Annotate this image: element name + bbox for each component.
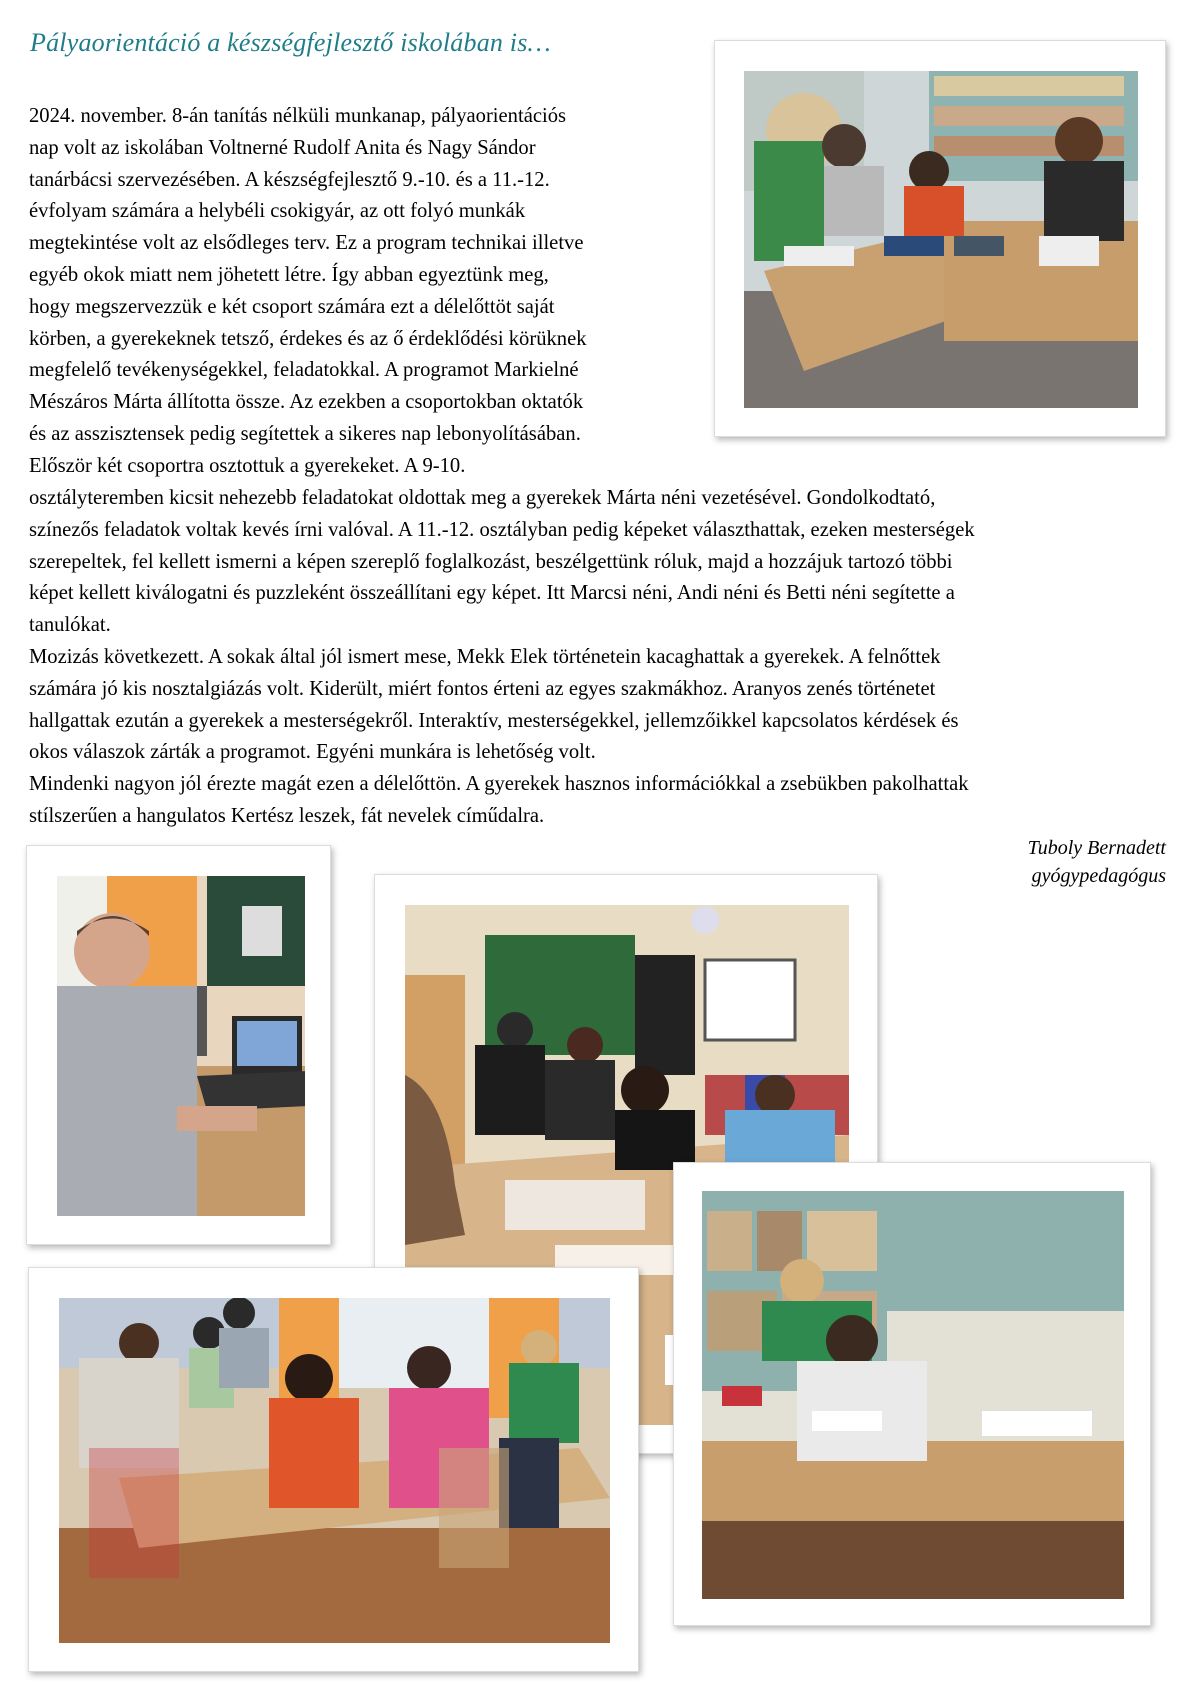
photo-frame-laptop bbox=[26, 845, 331, 1245]
body-line: tanulókat. bbox=[29, 614, 111, 637]
body-line: okos válaszok zárták a programot. Egyéni munkára is lehetőség volt. bbox=[29, 741, 596, 764]
body-line: szerepeltek, fel kellett ismerni a képen szereplő foglalkozást, beszélgettünk róluk, majd a hozzájuk tartozó többi bbox=[29, 550, 953, 573]
intro-line: hogy megszervezzük e két csoport számára ezt a délelőttöt saját bbox=[29, 295, 555, 318]
body-line: számára jó kis nosztalgiázás volt. Kiderült, miért fontos érteni az egyes szakmákhoz. Aranyos zenés történetet bbox=[29, 677, 936, 700]
body-line: hallgattak ezután a gyerekek a mesterségekről. Interaktív, mesterségekkel, jellemzőikkel kapcsolatos kérdések és bbox=[29, 709, 959, 732]
intro-line: egyéb okok miatt nem jöhetett létre. Így abban egyeztünk meg, bbox=[29, 263, 549, 286]
body-line: Mindenki nagyon jól érezte magát ezen a délelőttön. A gyerekek hasznos információkkal a zsebükben pakolhattak bbox=[29, 773, 969, 796]
signature-role: gyógypedagógus bbox=[1031, 865, 1166, 887]
intro-line: tanárbácsi szervezésében. A készségfejlesztő 9.-10. és a 11.-12. bbox=[29, 168, 550, 191]
intro-line: körben, a gyerekeknek tetsző, érdekes és az ő érdeklődési körüknek bbox=[29, 327, 587, 350]
intro-line: nap volt az iskolában Voltnerné Rudolf Anita és Nagy Sándor bbox=[29, 136, 536, 159]
article-intro bbox=[29, 101, 689, 483]
intro-line: évfolyam számára a helybéli csokigyár, az ott folyó munkák bbox=[29, 200, 526, 223]
article-title: Pályaorientáció a készségfejlesztő iskolában is… bbox=[30, 28, 551, 57]
photo-frame-writing bbox=[673, 1162, 1151, 1626]
intro-line: Először két csoportra osztottuk a gyerekeket. A 9-10. bbox=[29, 454, 466, 477]
intro-line: megfelelő tevékenységekkel, feladatokkal. A programot Markielné bbox=[29, 359, 579, 382]
intro-line: megtekintése volt az elsődleges terv. Ez a program technikai illetve bbox=[29, 232, 584, 255]
signature-name: Tuboly Bernadett bbox=[1027, 837, 1166, 859]
photo-frame-puzzle-table bbox=[714, 40, 1166, 437]
body-line: színezős feladatok voltak kevés írni valóval. A 11.-12. osztályban pedig képeket választhattak, ezeken mesterségek bbox=[29, 518, 975, 541]
body-line: Mozizás következett. A sokak által jól ismert mese, Mekk Elek történetein kacaghattak a gyerekek. A felnőttek bbox=[29, 645, 941, 668]
photo-frame-classroom bbox=[28, 1267, 639, 1672]
photo-students-writing bbox=[702, 1191, 1124, 1599]
photo-puzzle-table bbox=[744, 71, 1138, 408]
intro-line: Mészáros Márta állította össze. Az ezekben a csoportokban oktatók bbox=[29, 391, 584, 414]
photo-student-laptop bbox=[57, 876, 305, 1216]
intro-line: 2024. november. 8-án tanítás nélküli munkanap, pályaorientációs bbox=[29, 105, 567, 127]
photo-classroom-group bbox=[59, 1298, 610, 1643]
intro-line: és az asszisztensek pedig segítettek a sikeres nap lebonyolításában. bbox=[29, 422, 581, 445]
body-line: képet kellett kiválogatni és puzzleként összeállítani egy képet. Itt Marcsi néni, Andi néni és Betti néni segítette a bbox=[29, 582, 955, 605]
signature bbox=[1028, 834, 1166, 890]
body-line: stílszerűen a hangulatos Kertész leszek, fát nevelek címűdalra. bbox=[29, 804, 545, 827]
article-body bbox=[29, 483, 1154, 833]
body-line: osztályteremben kicsit nehezebb feladatokat oldottak meg a gyerekek Márta néni vezetésével. Gondolkodtató, bbox=[29, 487, 936, 509]
